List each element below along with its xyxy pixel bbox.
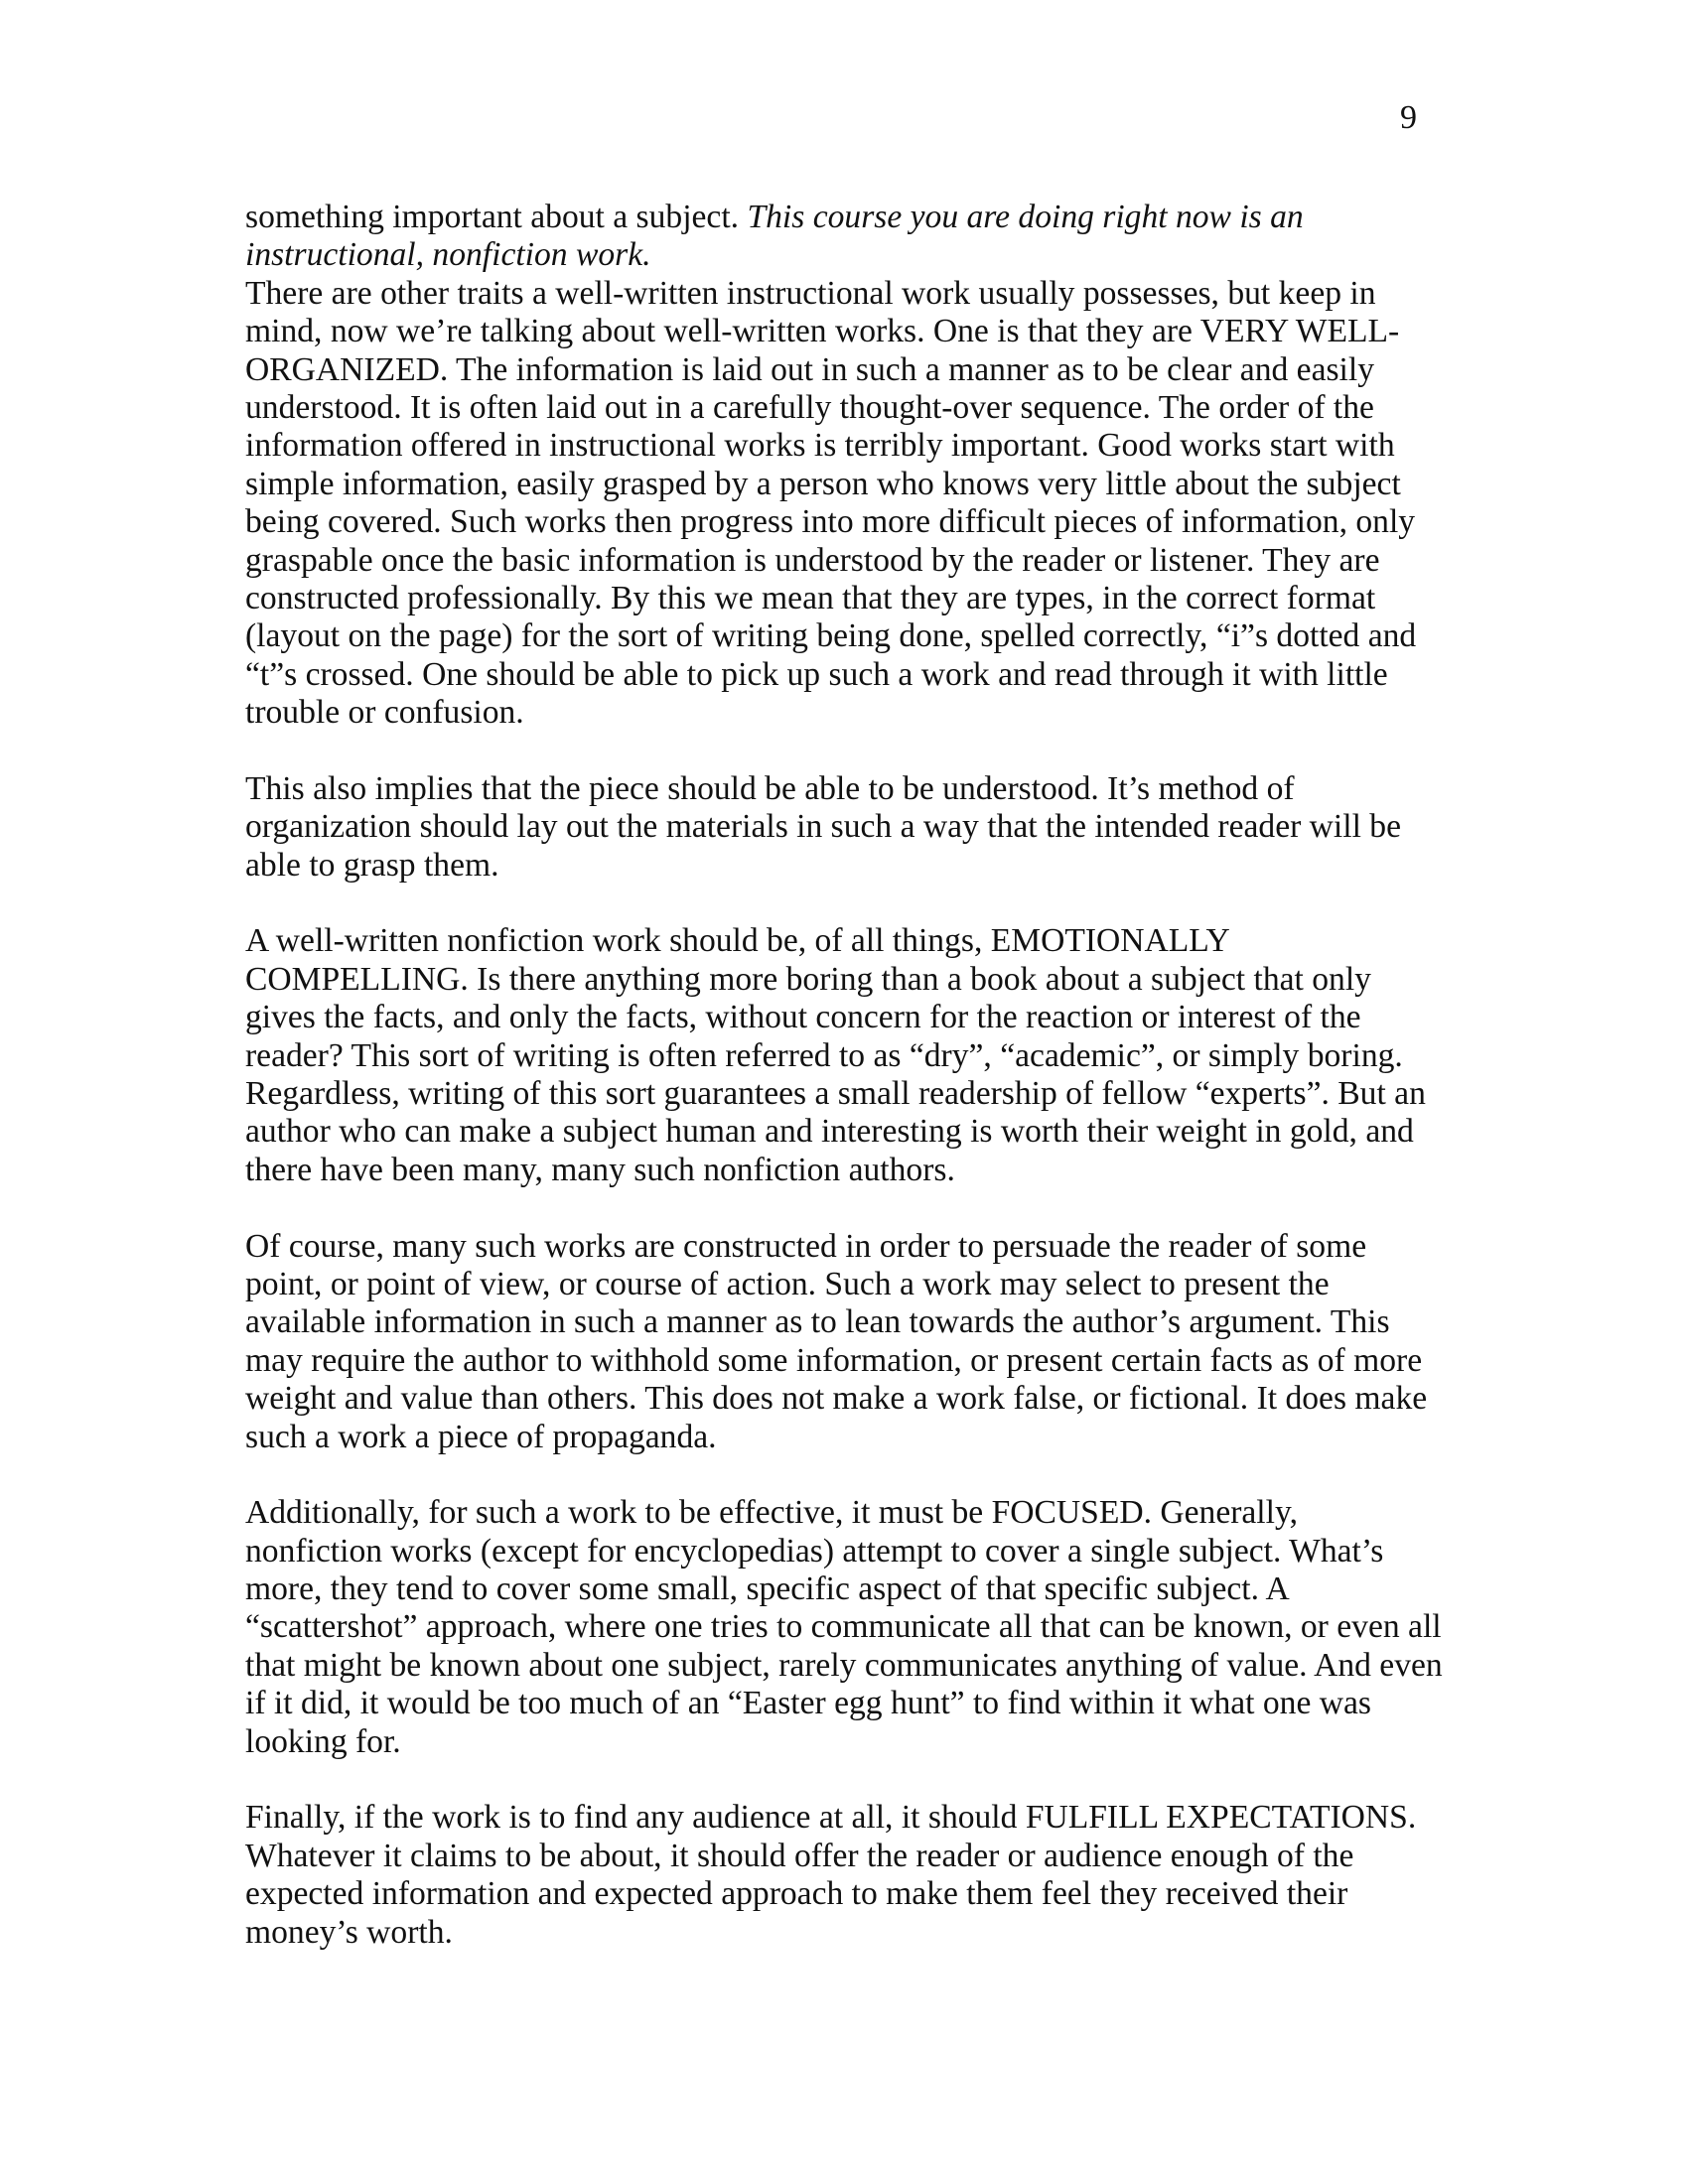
text-line: ORGANIZED. The information is laid out in such a manner as to be clear and easily <box>245 350 1374 388</box>
page-number: 9 <box>1400 99 1417 136</box>
text-line: simple information, easily grasped by a person who knows very little about the subject <box>245 465 1401 502</box>
text-line: nonfiction works (except for encyclopedias) attempt to cover a single subject. What’s <box>245 1532 1384 1570</box>
text-line: more, they tend to cover some small, specific aspect of that specific subject. A <box>245 1570 1290 1608</box>
paragraph-gap <box>245 1761 1457 1799</box>
text-line: money’s worth. <box>245 1913 453 1951</box>
text-line: This also implies that the piece should be able to be understood. It’s method of <box>245 769 1295 807</box>
text-line: there have been many, many such nonfiction authors. <box>245 1151 955 1188</box>
paragraph-4 <box>245 1228 1457 1456</box>
text-line: Whatever it claims to be about, it should offer the reader or audience enough of the <box>245 1837 1354 1874</box>
text-line: COMPELLING. Is there anything more boring than a book about a subject that only <box>245 960 1371 998</box>
text-line: organization should lay out the materials in such a way that the intended reader will be <box>245 808 1402 846</box>
paragraph-2 <box>245 770 1457 885</box>
text-line: gives the facts, and only the facts, without concern for the reaction or interest of the <box>245 999 1361 1036</box>
text-line: Regardless, writing of this sort guarantees a small readership of fellow “experts”. But an <box>245 1074 1426 1112</box>
text-line: There are other traits a well-written instructional work usually possesses, but keep in <box>245 274 1376 312</box>
paragraph-6 <box>245 1799 1457 1952</box>
text-line: Finally, if the work is to find any audience at all, it should FULFILL EXPECTATIONS. <box>245 1799 1417 1837</box>
text-line: author who can make a subject human and interesting is worth their weight in gold, and <box>245 1113 1414 1151</box>
text-line: point, or point of view, or course of action. Such a work may select to present the <box>245 1265 1330 1302</box>
paragraph-gap <box>245 732 1457 769</box>
text-line: reader? This sort of writing is often referred to as “dry”, “academic”, or simply boring. <box>245 1036 1403 1074</box>
text-line: graspable once the basic information is understood by the reader or listener. They are <box>245 541 1380 579</box>
body-text <box>245 199 1457 1952</box>
paragraph-1 <box>245 199 1457 732</box>
text-line: expected information and expected approach to make them feel they received their <box>245 1875 1348 1913</box>
text-line: trouble or confusion. <box>245 694 524 732</box>
paragraph-gap <box>245 1189 1457 1227</box>
italic-text-run: This course you are doing right now is an <box>747 199 1304 235</box>
text-line: (layout on the page) for the sort of writing being done, spelled correctly, “i”s dotted and <box>245 617 1417 655</box>
text-line: “scattershot” approach, where one tries to communicate all that can be known, or even all <box>245 1608 1442 1646</box>
text-line: information offered in instructional works is terribly important. Good works start with <box>245 427 1395 465</box>
text-line: that might be known about one subject, rarely communicates anything of value. And even <box>245 1646 1443 1684</box>
paragraph-gap <box>245 885 1457 922</box>
text-line: understood. It is often laid out in a carefully thought-over sequence. The order of the <box>245 388 1374 426</box>
text-line: if it did, it would be too much of an “Easter egg hunt” to find within it what one was <box>245 1685 1371 1722</box>
italic-text-line: instructional, nonfiction work. <box>245 236 651 274</box>
text-line: available information in such a manner as to lean towards the author’s argument. This <box>245 1303 1390 1341</box>
text-line: “t”s crossed. One should be able to pick up such a work and read through it with little <box>245 655 1388 693</box>
text-line: being covered. Such works then progress into more difficult pieces of information, only <box>245 503 1416 541</box>
text-line: looking for. <box>245 1722 401 1760</box>
text-line: Of course, many such works are constructed in order to persuade the reader of some <box>245 1227 1367 1265</box>
text-line: such a work a piece of propaganda. <box>245 1418 717 1455</box>
paragraph-gap <box>245 1456 1457 1494</box>
text-line: mind, now we’re talking about well-written works. One is that they are VERY WELL- <box>245 313 1400 350</box>
paragraph-3 <box>245 922 1457 1189</box>
text-line: may require the author to withhold some information, or present certain facts as of more <box>245 1341 1423 1379</box>
text-line: A well-written nonfiction work should be, of all things, EMOTIONALLY <box>245 922 1230 960</box>
text-line: Additionally, for such a work to be effective, it must be FOCUSED. Generally, <box>245 1494 1298 1532</box>
text-line: weight and value than others. This does not make a work false, or fictional. It does make <box>245 1380 1428 1418</box>
text-line <box>245 199 1457 236</box>
text-line: able to grasp them. <box>245 846 499 884</box>
text-run: something important about a subject. <box>245 199 748 235</box>
text-line: constructed professionally. By this we mean that they are types, in the correct format <box>245 579 1376 616</box>
paragraph-5 <box>245 1494 1457 1761</box>
